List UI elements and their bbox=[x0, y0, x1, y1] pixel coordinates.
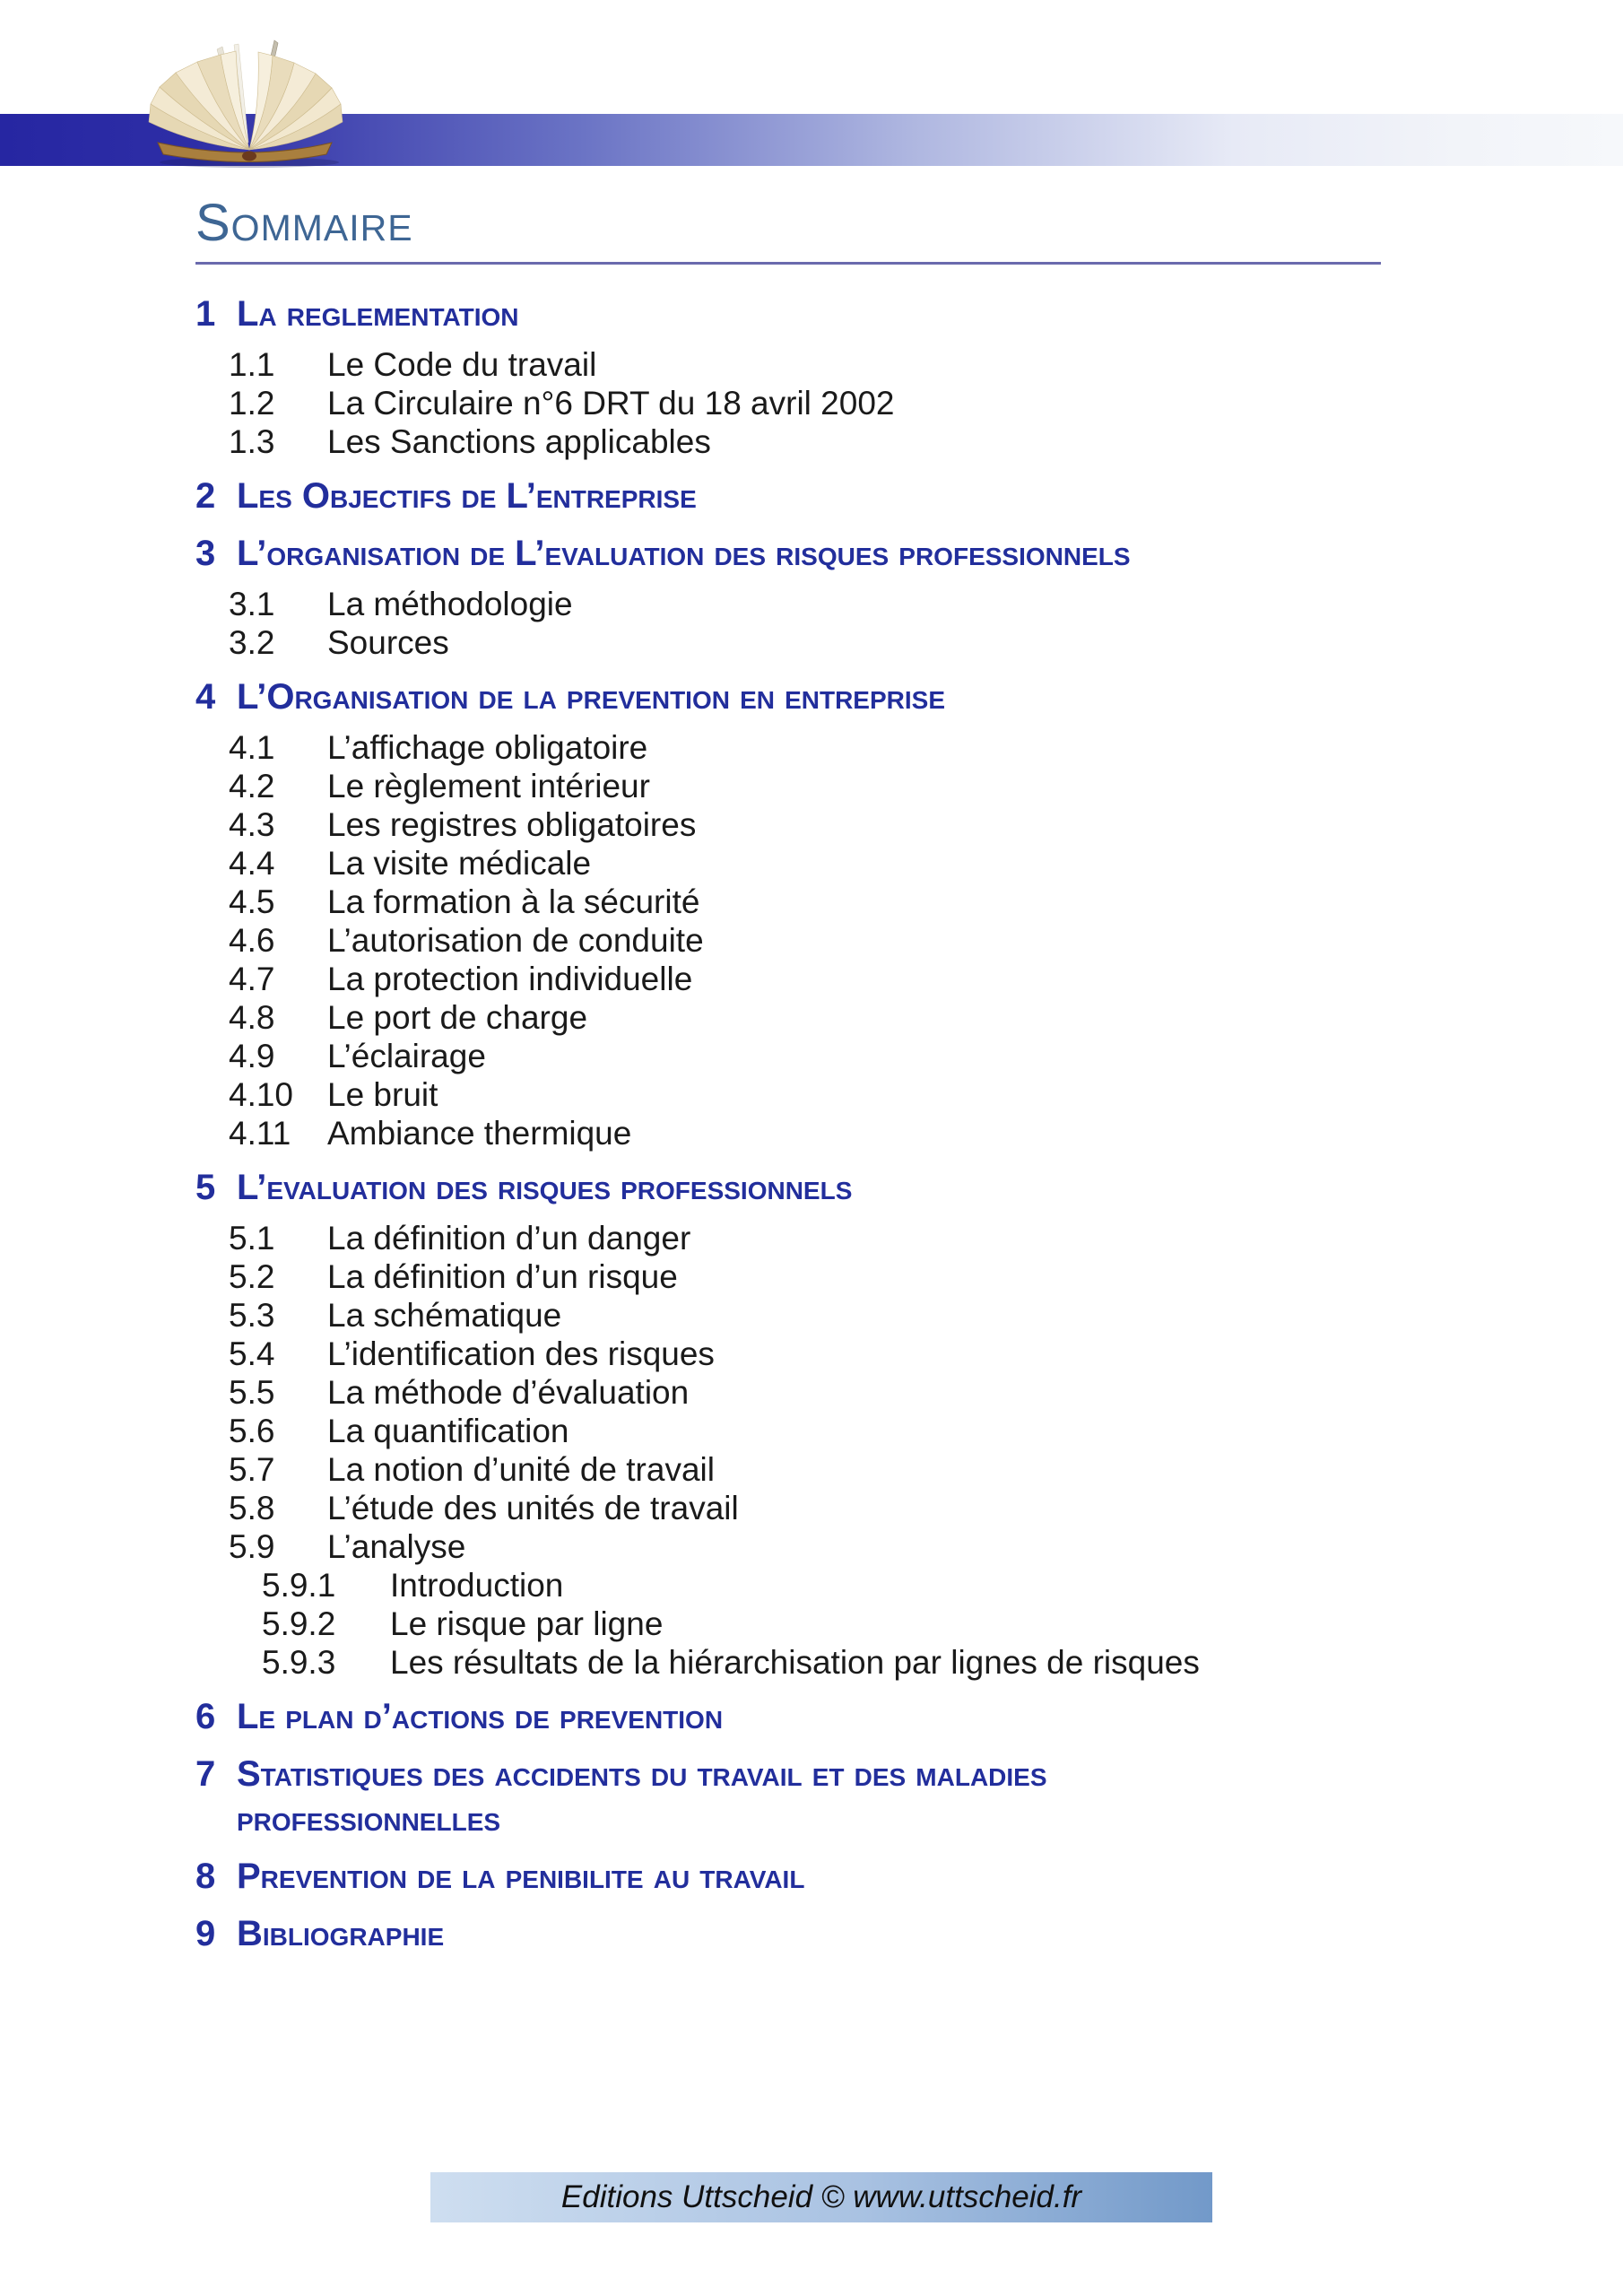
toc-section-4 bbox=[195, 674, 1426, 1152]
item-label: Le règlement intérieur bbox=[327, 768, 650, 804]
item-label: La Circulaire n°6 DRT du 18 avril 2002 bbox=[327, 385, 895, 422]
toc-item-1.1[interactable] bbox=[229, 345, 1426, 384]
item-number: 1.3 bbox=[229, 423, 275, 460]
item-label: Les registres obligatoires bbox=[327, 806, 697, 843]
item-number: 3.2 bbox=[229, 624, 275, 661]
item-number: 4.9 bbox=[229, 1038, 275, 1074]
toc-item-3.1[interactable] bbox=[229, 585, 1426, 623]
item-number: 5.4 bbox=[229, 1335, 275, 1372]
toc-section-items bbox=[195, 585, 1426, 662]
footer-text: Editions Uttscheid © www.uttscheid.fr bbox=[560, 2179, 1082, 2214]
section-title-line: La reglementation bbox=[237, 294, 519, 334]
toc-item-4.8[interactable] bbox=[229, 998, 1426, 1037]
section-number: 6 bbox=[195, 1697, 216, 1736]
item-label: La méthode d’évaluation bbox=[327, 1374, 690, 1411]
item-number: 5.3 bbox=[229, 1297, 275, 1334]
toc-section-row[interactable] bbox=[195, 1165, 1426, 1210]
item-label: La définition d’un risque bbox=[327, 1258, 678, 1295]
toc-section-5 bbox=[195, 1165, 1426, 1682]
toc-item-4.7[interactable] bbox=[229, 960, 1426, 998]
toc-section-9 bbox=[195, 1911, 1426, 1956]
item-label: L’éclairage bbox=[327, 1038, 486, 1074]
item-number: 4.7 bbox=[229, 961, 275, 997]
toc-item-5.9[interactable] bbox=[229, 1527, 1426, 1566]
toc-item-5.9.1[interactable] bbox=[229, 1566, 1426, 1605]
footer-banner bbox=[430, 2172, 1212, 2222]
item-label: Les résultats de la hiérarchisation par lignes de risques bbox=[390, 1644, 1200, 1681]
toc-item-4.11[interactable] bbox=[229, 1114, 1426, 1152]
section-title bbox=[237, 291, 519, 336]
toc-item-4.9[interactable] bbox=[229, 1037, 1426, 1075]
item-number: 5.9 bbox=[229, 1528, 275, 1565]
open-book-image bbox=[142, 36, 348, 170]
item-number: 1.2 bbox=[229, 385, 275, 422]
toc-section-row[interactable] bbox=[195, 1854, 1426, 1899]
toc-item-5.8[interactable] bbox=[229, 1489, 1426, 1527]
item-label: La méthodologie bbox=[327, 586, 573, 622]
item-number: 5.5 bbox=[229, 1374, 275, 1411]
table-of-contents bbox=[195, 265, 1426, 1956]
toc-section-items bbox=[195, 1219, 1426, 1682]
section-number: 5 bbox=[195, 1168, 216, 1207]
toc-item-4.2[interactable] bbox=[229, 767, 1426, 805]
item-label: L’étude des unités de travail bbox=[327, 1490, 739, 1526]
item-number: 5.1 bbox=[229, 1220, 275, 1257]
toc-section-6 bbox=[195, 1694, 1426, 1739]
item-label: Introduction bbox=[390, 1567, 564, 1604]
section-number: 8 bbox=[195, 1857, 216, 1896]
item-number: 4.2 bbox=[229, 768, 275, 804]
section-title bbox=[237, 1911, 444, 1956]
section-title-line: Les Objectifs de L’entreprise bbox=[237, 476, 697, 516]
page-title: Sommaire bbox=[195, 194, 413, 252]
toc-section-8 bbox=[195, 1854, 1426, 1899]
toc-section-row[interactable] bbox=[195, 1694, 1426, 1739]
toc-section-row[interactable] bbox=[195, 674, 1426, 719]
section-number: 7 bbox=[195, 1754, 216, 1794]
toc-section-row[interactable] bbox=[195, 1752, 1426, 1841]
toc-section-7 bbox=[195, 1752, 1426, 1841]
toc-item-5.5[interactable] bbox=[229, 1373, 1426, 1412]
item-label: Le port de charge bbox=[327, 999, 588, 1036]
section-title bbox=[237, 474, 697, 518]
toc-item-4.1[interactable] bbox=[229, 728, 1426, 767]
item-label: L’autorisation de conduite bbox=[327, 922, 704, 959]
toc-section-row[interactable] bbox=[195, 531, 1426, 576]
item-label: La formation à la sécurité bbox=[327, 883, 700, 920]
section-title bbox=[237, 531, 1131, 576]
item-number: 5.8 bbox=[229, 1490, 275, 1526]
toc-item-4.6[interactable] bbox=[229, 921, 1426, 960]
item-label: Sources bbox=[327, 624, 449, 661]
section-number: 3 bbox=[195, 534, 216, 573]
section-number: 4 bbox=[195, 677, 216, 717]
item-label: Ambiance thermique bbox=[327, 1115, 632, 1152]
section-number: 2 bbox=[195, 476, 216, 516]
item-label: Les Sanctions applicables bbox=[327, 423, 711, 460]
toc-item-4.3[interactable] bbox=[229, 805, 1426, 844]
item-number: 4.3 bbox=[229, 806, 275, 843]
toc-section-items bbox=[195, 345, 1426, 461]
section-title-line: L’evaluation des risques professionnels bbox=[237, 1168, 853, 1207]
toc-item-5.3[interactable] bbox=[229, 1296, 1426, 1335]
item-number: 5.6 bbox=[229, 1413, 275, 1449]
item-number: 4.10 bbox=[229, 1076, 294, 1113]
toc-section-items bbox=[195, 728, 1426, 1152]
item-number: 4.1 bbox=[229, 729, 275, 766]
item-label: Le bruit bbox=[327, 1076, 438, 1113]
toc-item-4.5[interactable] bbox=[229, 883, 1426, 921]
item-label: La définition d’un danger bbox=[327, 1220, 691, 1257]
item-label: La visite médicale bbox=[327, 845, 592, 882]
item-label: L’identification des risques bbox=[327, 1335, 715, 1372]
section-title bbox=[237, 1854, 804, 1899]
item-number: 4.5 bbox=[229, 883, 275, 920]
open-book-icon bbox=[142, 36, 348, 170]
item-number: 4.8 bbox=[229, 999, 275, 1036]
section-title-line: Statistiques des accidents du travail et des maladies bbox=[237, 1754, 1047, 1794]
toc-section-row[interactable] bbox=[195, 474, 1426, 518]
toc-section-1 bbox=[195, 291, 1426, 461]
section-number: 9 bbox=[195, 1914, 216, 1953]
section-title bbox=[237, 1694, 723, 1739]
item-label: L’analyse bbox=[327, 1528, 466, 1565]
item-number: 4.4 bbox=[229, 845, 275, 882]
section-title-line: L’Organisation de la prevention en entreprise bbox=[237, 677, 946, 717]
toc-item-5.2[interactable] bbox=[229, 1257, 1426, 1296]
section-title-line: Bibliographie bbox=[237, 1914, 445, 1953]
section-title bbox=[237, 1752, 1047, 1841]
item-number: 5.9.1 bbox=[262, 1567, 336, 1604]
item-label: La notion d’unité de travail bbox=[327, 1451, 715, 1488]
item-number: 5.9.2 bbox=[262, 1605, 336, 1642]
item-number: 4.6 bbox=[229, 922, 275, 959]
toc-section-row[interactable] bbox=[195, 1911, 1426, 1956]
toc-item-5.6[interactable] bbox=[229, 1412, 1426, 1450]
item-number: 5.2 bbox=[229, 1258, 275, 1295]
section-title-line: L’organisation de L’evaluation des risques professionnels bbox=[237, 534, 1131, 573]
toc-item-4.10[interactable] bbox=[229, 1075, 1426, 1114]
toc-item-1.2[interactable] bbox=[229, 384, 1426, 422]
item-number: 4.11 bbox=[229, 1115, 291, 1152]
toc-item-5.7[interactable] bbox=[229, 1450, 1426, 1489]
toc-item-1.3[interactable] bbox=[229, 422, 1426, 461]
toc-item-3.2[interactable] bbox=[229, 623, 1426, 662]
section-title-line: professionnelles bbox=[237, 1799, 501, 1839]
item-label: L’affichage obligatoire bbox=[327, 729, 648, 766]
toc-item-5.9.3[interactable] bbox=[229, 1643, 1426, 1682]
toc-item-5.4[interactable] bbox=[229, 1335, 1426, 1373]
item-label: La quantification bbox=[327, 1413, 569, 1449]
item-number: 1.1 bbox=[229, 346, 275, 383]
item-number: 3.1 bbox=[229, 586, 275, 622]
section-title-line: Prevention de la penibilite au travail bbox=[237, 1857, 805, 1896]
section-title bbox=[237, 1165, 852, 1210]
item-number: 5.7 bbox=[229, 1451, 275, 1488]
section-title bbox=[237, 674, 945, 719]
item-label: La protection individuelle bbox=[327, 961, 693, 997]
toc-item-5.9.2[interactable] bbox=[229, 1605, 1426, 1643]
toc-content bbox=[195, 194, 1426, 1956]
item-number: 5.9.3 bbox=[262, 1644, 336, 1681]
toc-section-row[interactable] bbox=[195, 291, 1426, 336]
item-label: Le risque par ligne bbox=[390, 1605, 664, 1642]
toc-item-5.1[interactable] bbox=[229, 1219, 1426, 1257]
toc-section-3 bbox=[195, 531, 1426, 662]
item-label: Le Code du travail bbox=[327, 346, 597, 383]
toc-section-2 bbox=[195, 474, 1426, 518]
section-title-line: Le plan d’actions de prevention bbox=[237, 1697, 724, 1736]
item-label: La schématique bbox=[327, 1297, 562, 1334]
toc-item-4.4[interactable] bbox=[229, 844, 1426, 883]
section-number: 1 bbox=[195, 294, 216, 334]
